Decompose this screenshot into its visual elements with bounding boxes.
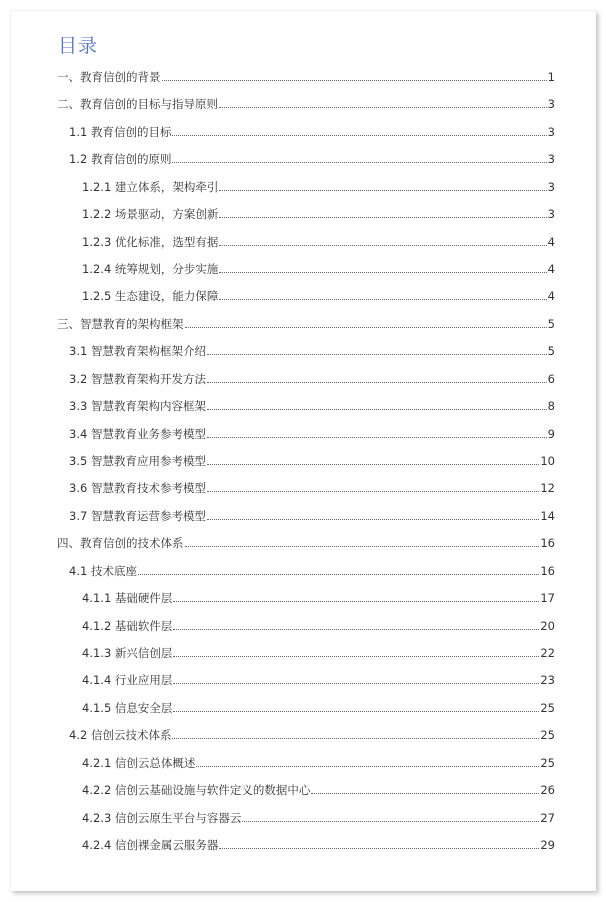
toc-entry-page-number: 23 xyxy=(540,673,555,687)
toc-entry-page-number: 3 xyxy=(547,97,555,111)
toc-entry-level-3[interactable] xyxy=(82,614,555,634)
toc-entry-level-3[interactable] xyxy=(82,778,555,798)
toc-entry-label: 4.1.3 新兴信创层 xyxy=(82,646,173,660)
dot-leader xyxy=(219,217,546,218)
toc-entry-label: 4.1 技术底座 xyxy=(69,564,137,578)
toc-entry-level-2[interactable] xyxy=(69,723,555,743)
toc-entry-level-1[interactable] xyxy=(57,65,555,85)
toc-entry-label: 4.2.1 信创云总体概述 xyxy=(82,756,196,770)
toc-entry-page-number: 3 xyxy=(547,207,555,221)
toc-entry-page-number: 3 xyxy=(547,180,555,194)
toc-entry-page-number: 29 xyxy=(540,838,555,852)
toc-entry-level-3[interactable] xyxy=(82,257,555,277)
toc-entry-label: 4.1.2 基础软件层 xyxy=(82,619,173,633)
dot-leader xyxy=(219,848,539,849)
toc-entry-level-2[interactable] xyxy=(69,504,555,524)
toc-entry-label: 3.7 智慧教育运营参考模型 xyxy=(69,509,206,523)
toc-entry-page-number: 16 xyxy=(540,564,555,578)
toc-entry-level-2[interactable] xyxy=(69,147,555,167)
dot-leader xyxy=(219,299,546,300)
document-page xyxy=(10,10,596,891)
toc-entry-level-3[interactable] xyxy=(82,586,555,606)
toc-entry-level-1[interactable] xyxy=(57,531,555,551)
dot-leader xyxy=(207,464,539,465)
toc-entry-page-number: 10 xyxy=(540,454,555,468)
toc-entry-page-number: 1 xyxy=(547,70,555,84)
toc-entry-page-number: 20 xyxy=(540,619,555,633)
toc-entry-level-3[interactable] xyxy=(82,202,555,222)
toc-entry-label: 1.2.1 建立体系，架构牵引 xyxy=(82,180,219,194)
dot-leader xyxy=(207,382,547,383)
dot-leader xyxy=(138,574,539,575)
toc-entry-label: 1.2.4 统筹规划，分步实施 xyxy=(82,262,219,276)
toc-entry-level-3[interactable] xyxy=(82,284,555,304)
toc-entry-page-number: 14 xyxy=(540,509,555,523)
toc-entry-level-3[interactable] xyxy=(82,696,555,716)
toc-entry-level-3[interactable] xyxy=(82,668,555,688)
dot-leader xyxy=(219,190,546,191)
toc-entry-page-number: 17 xyxy=(540,591,555,605)
dot-leader xyxy=(172,162,546,163)
dot-leader xyxy=(173,601,539,602)
toc-entry-level-3[interactable] xyxy=(82,175,555,195)
toc-entry-page-number: 3 xyxy=(547,152,555,166)
toc-entry-page-number: 5 xyxy=(547,344,555,358)
toc-entry-label: 4.2 信创云技术体系 xyxy=(69,728,172,742)
toc-entry-label: 4.2.4 信创裸金属云服务器 xyxy=(82,838,219,852)
dot-leader xyxy=(207,409,547,410)
toc-entry-level-1[interactable] xyxy=(57,312,555,332)
dot-leader xyxy=(207,354,547,355)
toc-entry-page-number: 6 xyxy=(547,372,555,386)
toc-entry-label: 一、教育信创的背景 xyxy=(57,70,161,84)
toc-entry-label: 四、教育信创的技术体系 xyxy=(57,536,184,550)
toc-entry-page-number: 26 xyxy=(540,783,555,797)
toc-entry-level-3[interactable] xyxy=(82,641,555,661)
dot-leader xyxy=(196,766,539,767)
toc-entry-label: 4.1.1 基础硬件层 xyxy=(82,591,173,605)
dot-leader xyxy=(219,245,546,246)
dot-leader xyxy=(185,327,547,328)
toc-entry-page-number: 27 xyxy=(540,811,555,825)
toc-entry-label: 1.2.3 优化标准，选型有据 xyxy=(82,235,219,249)
dot-leader xyxy=(172,738,539,739)
toc-entry-label: 4.1.4 行业应用层 xyxy=(82,673,173,687)
toc-entry-level-3[interactable] xyxy=(82,751,555,771)
toc-entry-level-2[interactable] xyxy=(69,367,555,387)
toc-entry-label: 1.1 教育信创的目标 xyxy=(69,125,172,139)
toc-entry-label: 1.2.2 场景驱动，方案创新 xyxy=(82,207,219,221)
toc-entry-level-2[interactable] xyxy=(69,559,555,579)
toc-entry-label: 1.2.5 生态建设，能力保障 xyxy=(82,289,219,303)
dot-leader xyxy=(173,683,539,684)
dot-leader xyxy=(173,656,539,657)
toc-entry-level-2[interactable] xyxy=(69,449,555,469)
toc-entry-level-2[interactable] xyxy=(69,339,555,359)
dot-leader xyxy=(207,519,539,520)
toc-entry-page-number: 5 xyxy=(547,317,555,331)
toc-entry-page-number: 25 xyxy=(540,728,555,742)
dot-leader xyxy=(219,272,546,273)
dot-leader xyxy=(207,437,547,438)
dot-leader xyxy=(242,821,539,822)
toc-entry-label: 3.2 智慧教育架构开发方法 xyxy=(69,372,206,386)
toc-entry-label: 3.1 智慧教育架构框架介绍 xyxy=(69,344,206,358)
toc-entry-page-number: 8 xyxy=(547,399,555,413)
toc-entry-page-number: 25 xyxy=(540,756,555,770)
toc-entry-label: 3.5 智慧教育应用参考模型 xyxy=(69,454,206,468)
toc-entry-level-2[interactable] xyxy=(69,422,555,442)
dot-leader xyxy=(207,491,539,492)
dot-leader xyxy=(172,135,546,136)
toc-entry-page-number: 16 xyxy=(540,536,555,550)
toc-entry-label: 4.2.3 信创云原生平台与容器云 xyxy=(82,811,242,825)
toc-entry-label: 三、智慧教育的架构框架 xyxy=(57,317,184,331)
toc-entry-page-number: 4 xyxy=(547,289,555,303)
toc-entry-page-number: 3 xyxy=(547,125,555,139)
toc-entry-page-number: 22 xyxy=(540,646,555,660)
dot-leader xyxy=(173,711,539,712)
toc-entry-label: 4.2.2 信创云基础设施与软件定义的数据中心 xyxy=(82,783,311,797)
toc-entry-label: 4.1.5 信息安全层 xyxy=(82,701,173,715)
toc-entry-label: 二、教育信创的目标与指导原则 xyxy=(57,97,218,111)
toc-entry-level-3[interactable] xyxy=(82,230,555,250)
toc-title: 目录 xyxy=(58,35,99,57)
dot-leader xyxy=(162,80,547,81)
toc-entry-level-3[interactable] xyxy=(82,833,555,853)
dot-leader xyxy=(173,629,539,630)
toc-entry-page-number: 12 xyxy=(540,481,555,495)
toc-entry-page-number: 25 xyxy=(540,701,555,715)
toc-entry-label: 1.2 教育信创的原则 xyxy=(69,152,172,166)
toc-entry-label: 3.4 智慧教育业务参考模型 xyxy=(69,427,206,441)
toc-entry-level-2[interactable] xyxy=(69,394,555,414)
toc-entry-page-number: 9 xyxy=(547,427,555,441)
dot-leader xyxy=(219,107,547,108)
toc-entry-level-2[interactable] xyxy=(69,476,555,496)
toc-entry-page-number: 4 xyxy=(547,262,555,276)
toc-entry-label: 3.6 智慧教育技术参考模型 xyxy=(69,481,206,495)
toc-entry-level-3[interactable] xyxy=(82,806,555,826)
dot-leader xyxy=(185,546,540,547)
dot-leader xyxy=(311,793,539,794)
toc-entry-page-number: 4 xyxy=(547,235,555,249)
toc-entry-level-1[interactable] xyxy=(57,92,555,112)
toc-entry-level-2[interactable] xyxy=(69,120,555,140)
toc-entry-label: 3.3 智慧教育架构内容框架 xyxy=(69,399,206,413)
